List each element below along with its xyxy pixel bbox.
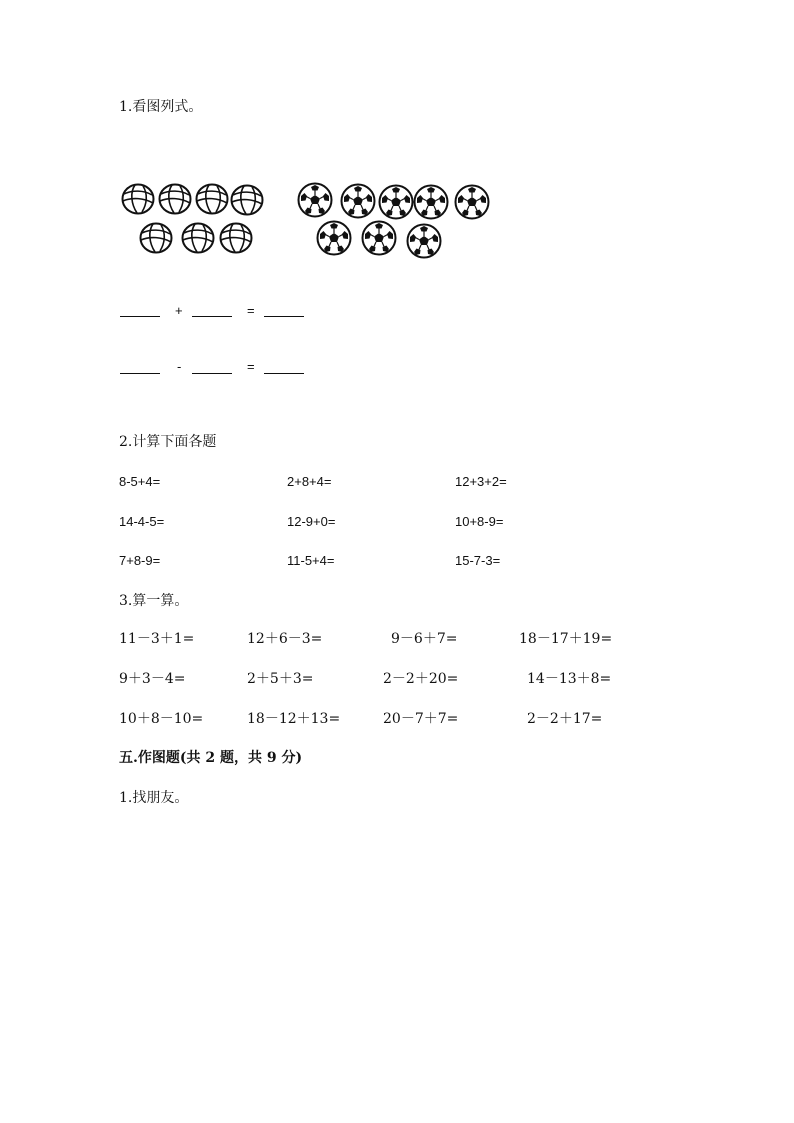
arithmetic-problem: 2－2＋17= <box>527 711 603 727</box>
arithmetic-problem: 14-4-5= <box>119 514 165 529</box>
volleyball-icon <box>120 182 156 216</box>
volleyball-icon <box>218 221 254 255</box>
volleyball-icon <box>138 221 174 255</box>
q1-title: 1.看图列式。 <box>119 99 203 115</box>
soccer-ball-icon <box>377 183 415 221</box>
answer-blank[interactable] <box>264 373 304 374</box>
arithmetic-problem: 2＋5＋3= <box>247 671 314 687</box>
soccer-ball-icon <box>360 219 398 257</box>
volleyball-icon <box>229 183 265 217</box>
arithmetic-problem: 9－6＋7= <box>391 631 458 647</box>
arithmetic-problem: 10＋8－10= <box>119 711 204 727</box>
q3-title: 3.算一算。 <box>119 593 189 609</box>
volleyball-icon <box>194 182 230 216</box>
arithmetic-problem: 12+3+2= <box>455 474 507 489</box>
equals-sign: = <box>247 359 255 374</box>
arithmetic-problem: 15-7-3= <box>455 553 501 568</box>
soccer-ball-icon <box>412 183 450 221</box>
answer-blank[interactable] <box>264 316 304 317</box>
arithmetic-problem: 9＋3－4= <box>119 671 186 687</box>
soccer-ball-icon <box>453 183 491 221</box>
section-heading: 五.作图题(共 2 题，共 9 分) <box>119 750 303 766</box>
arithmetic-problem: 20－7＋7= <box>383 711 459 727</box>
arithmetic-problem: 11-5+4= <box>287 553 335 568</box>
answer-blank[interactable] <box>192 316 232 317</box>
volleyball-icon <box>157 182 193 216</box>
arithmetic-problem: 7+8-9= <box>119 553 161 568</box>
volleyball-icon <box>180 221 216 255</box>
arithmetic-problem: 12＋6－3= <box>247 631 323 647</box>
minus-sign: - <box>177 359 182 374</box>
arithmetic-problem: 8-5+4= <box>119 474 161 489</box>
arithmetic-problem: 10+8-9= <box>455 514 504 529</box>
soccer-ball-icon <box>315 219 353 257</box>
q2-title: 2.计算下面各题 <box>119 434 217 450</box>
soccer-ball-icon <box>405 222 443 260</box>
plus-sign: + <box>175 303 183 318</box>
arithmetic-problem: 12-9+0= <box>287 514 336 529</box>
arithmetic-problem: 2－2＋20= <box>383 671 459 687</box>
arithmetic-problem: 18－12＋13= <box>247 711 341 727</box>
soccer-ball-icon <box>296 181 334 219</box>
soccer-ball-icon <box>339 182 377 220</box>
arithmetic-problem: 18－17＋19= <box>519 631 613 647</box>
q1-title: 1.找朋友。 <box>119 790 189 806</box>
answer-blank[interactable] <box>120 373 160 374</box>
arithmetic-problem: 14－13＋8= <box>527 671 612 687</box>
arithmetic-problem: 2+8+4= <box>287 474 332 489</box>
answer-blank[interactable] <box>192 373 232 374</box>
equals-sign: = <box>247 303 255 318</box>
answer-blank[interactable] <box>120 316 160 317</box>
arithmetic-problem: 11－3＋1= <box>119 631 195 647</box>
